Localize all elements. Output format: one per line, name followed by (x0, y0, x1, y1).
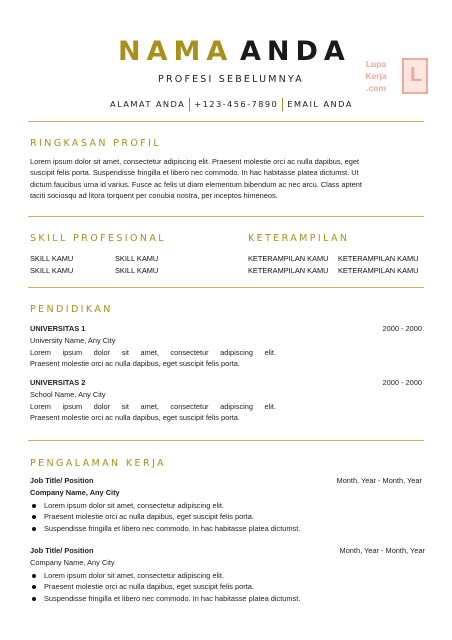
address-text: ALAMAT ANDA (110, 99, 186, 109)
bullet-dot (32, 527, 36, 531)
job-title: Job Title/ Position (30, 546, 94, 555)
watermark-logo (352, 56, 434, 100)
divider (28, 216, 424, 217)
phone-text: +123-456-7890 (194, 99, 279, 109)
divider (28, 440, 424, 441)
bullet-dot (32, 574, 36, 578)
bullet-dot (32, 585, 36, 589)
school-location: School Name, Any City (30, 390, 106, 399)
responsibility-text: Praesent molestie orci ac nulla dapibus, eget suscipit felis porta. (44, 582, 254, 592)
school-name: UNIVERSITAS 2 (30, 378, 86, 387)
profile-line: suscipit felis porta. Suspendisse fringilla et libero nec commodo. In hac habitasse platea dictumst. Ut (30, 168, 359, 178)
responsibility-text: Praesent molestie orci ac nulla dapibus, eget suscipit felis porta. (44, 512, 254, 522)
experience-heading: PENGALAMAN KERJA (30, 458, 166, 469)
responsibility-item (30, 500, 300, 511)
responsibility-list (30, 500, 300, 534)
bullet-dot (32, 515, 36, 519)
divider (28, 121, 424, 122)
school-location: University Name, Any City (30, 336, 116, 345)
responsibility-text: Suspendisse fringilla et libero nec commodo. In hac habitasse platea dictumst. (44, 593, 301, 603)
watermark-text (356, 58, 396, 94)
skill-item: SKILL KAMU (30, 266, 74, 275)
watermark-glyph: L (410, 64, 423, 86)
skill-item: SKILL KAMU (115, 266, 159, 275)
job-dates: Month, Year - Month, Year (339, 546, 425, 555)
education-description-line: Praesent molestie orci ac nulla dapibus, eget suscipit felis porta. (30, 359, 240, 368)
contact-divider (189, 98, 190, 111)
profile-summary (30, 156, 430, 202)
responsibility-text: Lorem ipsum dolor sit amet, consectetur adipiscing elit. (44, 501, 224, 510)
job-dates: Month, Year - Month, Year (336, 476, 422, 485)
keterampilan-item: KETERAMPILAN KAMU (248, 266, 329, 275)
responsibility-item (30, 523, 300, 534)
school-name: UNIVERSITAS 1 (30, 324, 86, 333)
responsibility-text: Suspendisse fringilla et libero nec commodo. In hac habitasse platea dictumst. (44, 523, 301, 533)
watermark-glyph-box (402, 58, 428, 94)
watermark-line: Lupa (365, 59, 387, 69)
profile-line: taciti sociosqu ad litora torquent per conubia nostra, per inceptos himeneos. (30, 191, 278, 201)
skill-item: SKILL KAMU (115, 254, 159, 263)
watermark-line: .com (366, 83, 386, 93)
divider (28, 287, 424, 288)
education-years: 2000 - 2000 (382, 378, 422, 387)
skills-heading: SKILL PROFESIONAL (30, 233, 166, 244)
company-name: Company Name, Any City (30, 488, 120, 497)
education-description-line: Praesent molestie orci ac nulla dapibus, eget suscipit felis porta. (30, 413, 240, 422)
contact-line (110, 98, 353, 111)
company-name: Company Name, Any City (30, 558, 115, 567)
keterampilan-item: KETERAMPILAN KAMU (338, 266, 419, 275)
email-text: EMAIL ANDA (287, 99, 353, 109)
keterampilan-heading: KETERAMPILAN (248, 233, 350, 244)
education-description-line: Lorem ipsum dolor sit amet, consectetur adipiscing elit. (30, 402, 276, 411)
responsibility-text: Lorem ipsum dolor sit amet, consectetur adipiscing elit. (44, 571, 224, 580)
job-title: Job Title/ Position (30, 476, 94, 485)
responsibility-item (30, 593, 300, 604)
responsibility-list (30, 570, 300, 604)
education-description-line: Lorem ipsum dolor sit amet, consectetur adipiscing elit. (30, 348, 276, 357)
responsibility-item (30, 570, 300, 581)
responsibility-item (30, 511, 300, 522)
keterampilan-item: KETERAMPILAN KAMU (248, 254, 329, 263)
skill-item: SKILL KAMU (30, 254, 74, 263)
watermark-line: Kerja (365, 71, 387, 81)
bullet-dot (32, 504, 36, 508)
keterampilan-item: KETERAMPILAN KAMU (338, 254, 419, 263)
name-first: NAMA (118, 36, 234, 67)
profile-line: dictum faucibus urna id varius. Fusce ac felis ut diam elementum bibendum ac nec arcu. Class aptent (30, 179, 362, 189)
name-last: ANDA (240, 36, 351, 67)
contact-divider (282, 98, 283, 111)
education-years: 2000 - 2000 (382, 324, 422, 333)
profile-line: Lorem ipsum dolor sit amet, consectetur adipiscing elit. Praesent molestie orci ac nulla dapibus, eget (30, 157, 360, 166)
education-heading: PENDIDIKAN (30, 304, 113, 315)
responsibility-item (30, 581, 300, 592)
profession-title: PROFESI SEBELUMNYA (158, 74, 304, 85)
bullet-dot (32, 597, 36, 601)
profile-heading: RINGKASAN PROFIL (30, 138, 162, 149)
